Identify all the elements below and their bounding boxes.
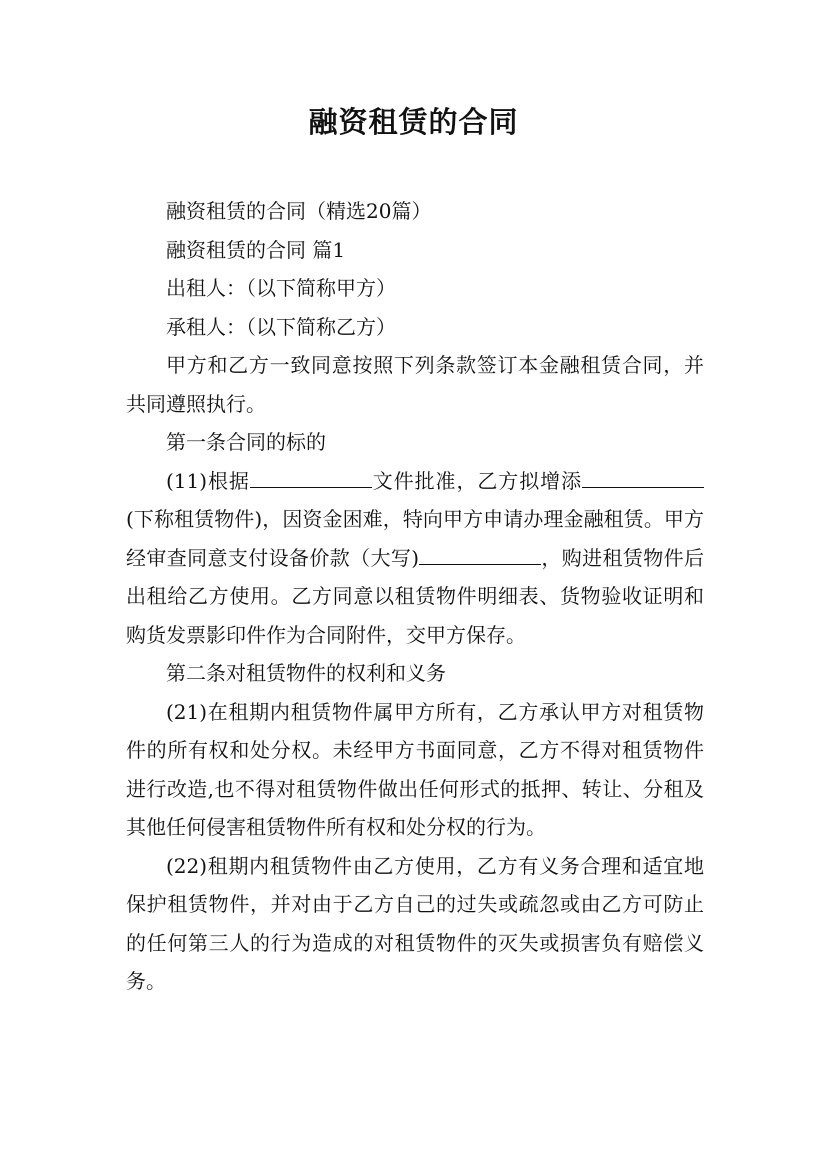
blank-line-equipment	[582, 465, 704, 488]
paragraph-article-2-clause-22: (22)租期内租赁物件由乙方使用，乙方有义务合理和适宜地保护租赁物件，并对由于乙方自己的过失或疏忽或由乙方可防止的任何第三人的行为造成的对租赁物件的灭失或损害负有赔偿义务。	[126, 853, 704, 993]
blank-line-price	[419, 542, 541, 565]
clause-11-text-a: (11)根据	[166, 468, 250, 493]
paragraph-article-1-heading: 第一条合同的标的	[166, 430, 326, 454]
clause-11-text-b: 文件批准，乙方拟增添	[371, 468, 582, 493]
clause-11-text-d: ，购进租赁物件后出租给乙方使用。乙方同意以租赁物件明细表、货物验收证明和购货发票影印件作为合同附件，交甲方保存。	[126, 545, 704, 647]
blank-line-file	[250, 465, 372, 488]
paragraph-lessor: 出租人：（以下简称甲方）	[166, 276, 396, 300]
paragraph-lessee: 承租人：（以下简称乙方）	[166, 314, 396, 339]
paragraph-agreement-intro: 甲方和乙方一致同意按照下列条款签订本金融租赁合同，并共同遵照执行。	[126, 353, 704, 416]
document-title: 融资租赁的合同	[308, 105, 519, 139]
paragraph-article-1-clause-11	[126, 462, 704, 655]
paragraph-article-2-heading: 第二条对租赁物件的权利和义务	[166, 661, 446, 685]
paragraph-section-heading: 融资租赁的合同 篇1	[166, 237, 346, 262]
paragraph-subtitle: 融资租赁的合同（精选20篇）	[166, 199, 432, 223]
paragraph-article-2-clause-21: (21)在租期内租赁物件属甲方所有，乙方承认甲方对租赁物件的所有权和处分权。未经甲方书面同意，乙方不得对租赁物件进行改造,也不得对租赁物件做出任何形式的抵押、转让、分租及其他任何侵害租赁物件所有权和处分权的行为。	[126, 699, 704, 839]
clause-11-text-c: (下称租赁物件)，因资金困难，特向甲方申请办理金融租赁。甲方经审查同意支付设备价款（大写)	[126, 507, 704, 570]
document-body	[126, 192, 704, 1001]
